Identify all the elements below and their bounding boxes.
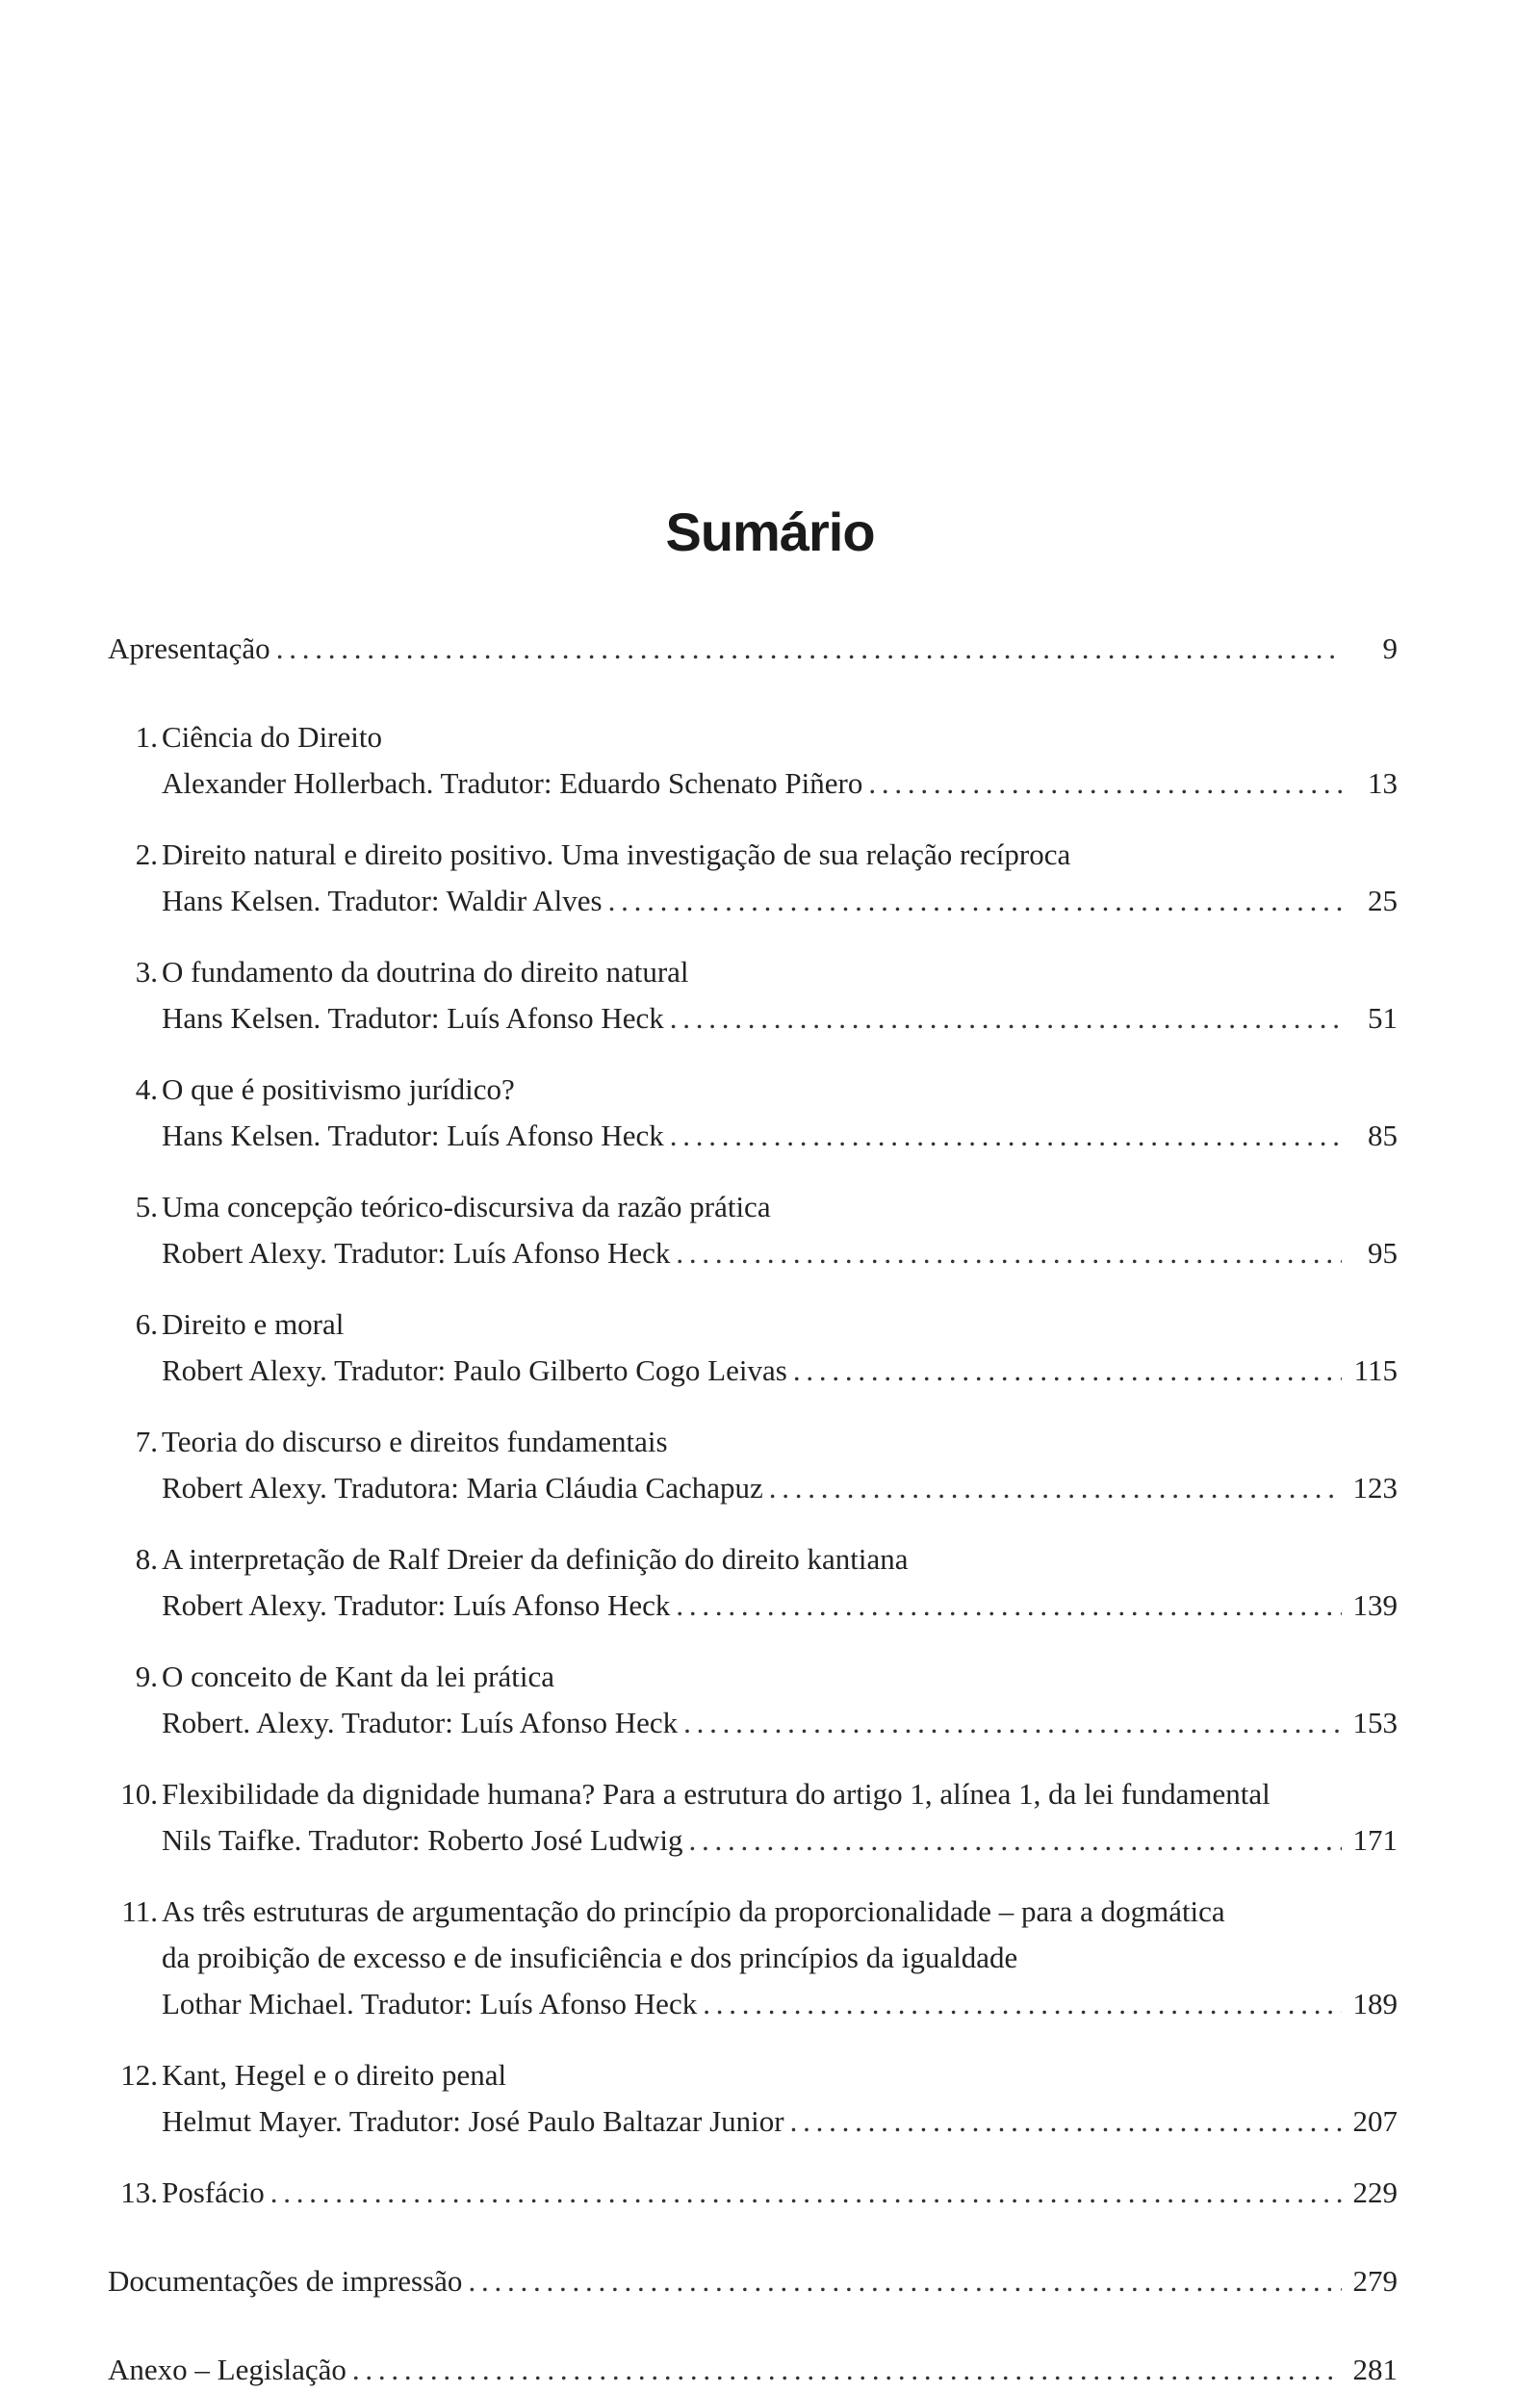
toc-entry-author: Robert Alexy. Tradutor: Luís Afonso Heck <box>162 1588 671 1622</box>
toc-back-label: Anexo – Legislação <box>108 2353 346 2386</box>
toc-entry <box>108 1184 1398 1276</box>
toc-front-entry <box>108 626 1398 672</box>
toc-back-entry-anexo <box>108 2347 1398 2393</box>
dot-leader <box>676 1230 1342 1276</box>
toc-entry <box>108 1067 1398 1159</box>
toc-entry-number: 1. <box>135 720 158 754</box>
toc-entry-author: Alexander Hollerbach. Tradutor: Eduardo Schenato Piñero <box>162 766 863 800</box>
toc-entry-title: Uma concepção teórico-discursiva da razão prática <box>162 1190 771 1223</box>
toc-entry-page: 189 <box>1352 1987 1398 2020</box>
toc-entry-title: O conceito de Kant da lei prática <box>162 1660 554 1693</box>
dot-leader <box>790 2098 1342 2145</box>
toc-entry <box>108 1419 1398 1511</box>
page-title: Sumário <box>665 502 875 562</box>
toc-entry-title: O que é positivismo jurídico? <box>162 1072 515 1106</box>
dot-leader <box>703 1981 1342 2027</box>
toc-entry <box>108 1771 1398 1864</box>
toc-entry-title: O fundamento da doutrina do direito natural <box>162 955 689 989</box>
dot-leader <box>352 2347 1342 2393</box>
toc-entry-page: 171 <box>1352 1823 1398 1857</box>
toc-back-label: Documentações de impressão <box>108 2264 463 2298</box>
toc-entry-number: 13. <box>120 2175 158 2209</box>
toc-entry-number: 12. <box>120 2058 158 2092</box>
toc-entry-number: 8. <box>135 1542 158 1576</box>
toc-entry-page: 13 <box>1368 766 1398 800</box>
toc-entry-page: 123 <box>1352 1471 1398 1505</box>
dot-leader <box>688 1817 1342 1864</box>
toc-entry <box>108 1654 1398 1746</box>
toc-entry-page: 51 <box>1368 1001 1398 1035</box>
toc-entry-author: Robert Alexy. Tradutora: Maria Cláudia Cachapuz <box>162 1471 763 1505</box>
toc-entry-author: Hans Kelsen. Tradutor: Waldir Alves <box>162 884 603 917</box>
toc-entry-number: 4. <box>135 1072 158 1106</box>
dot-leader <box>670 1113 1342 1159</box>
dot-leader <box>683 1700 1342 1746</box>
toc-entry-author: Lothar Michael. Tradutor: Luís Afonso Heck <box>162 1987 698 2020</box>
toc-entry-page: 115 <box>1353 1353 1398 1387</box>
dot-leader <box>468 2258 1342 2304</box>
dot-leader <box>276 626 1342 672</box>
toc-entry-number: 3. <box>135 955 158 989</box>
toc-entry-title: A interpretação de Ralf Dreier da definição do direito kantiana <box>162 1542 909 1576</box>
toc-posfacio-entry <box>108 2170 1398 2216</box>
toc-entry-title: Flexibilidade da dignidade humana? Para a estrutura do artigo 1, alínea 1, da lei fundamental <box>162 1777 1270 1811</box>
toc-entry-page: 229 <box>1352 2175 1398 2209</box>
toc-entry-title: As três estruturas de argumentação do princípio da proporcionalidade – para a dogmática <box>162 1894 1225 1928</box>
toc-entry-page: 139 <box>1352 1588 1398 1622</box>
dot-leader <box>270 2170 1342 2216</box>
toc-entry <box>108 832 1398 924</box>
dot-leader <box>868 760 1342 807</box>
toc-entry-author: Hans Kelsen. Tradutor: Luís Afonso Heck <box>162 1001 664 1035</box>
toc-entry-title: Direito natural e direito positivo. Uma investigação de sua relação recíproca <box>162 837 1071 871</box>
toc-entry-number: 10. <box>120 1777 158 1811</box>
toc-entry <box>108 1536 1398 1629</box>
toc-back-page: 279 <box>1352 2264 1398 2298</box>
toc-entry-number: 11. <box>121 1894 158 1928</box>
toc-entry-author: Robert Alexy. Tradutor: Luís Afonso Heck <box>162 1236 671 1270</box>
toc-entry-number: 5. <box>135 1190 158 1223</box>
toc-entry-title: Posfácio <box>162 2175 265 2209</box>
toc-entry-title: Kant, Hegel e o direito penal <box>162 2058 507 2092</box>
toc-entry-number: 9. <box>135 1660 158 1693</box>
toc-entry-title: da proibição de excesso e de insuficiência e dos princípios da igualdade <box>162 1941 1018 1974</box>
toc-entry-author: Nils Taifke. Tradutor: Roberto José Ludwig <box>162 1823 683 1857</box>
toc-entry-author: Robert Alexy. Tradutor: Paulo Gilberto Cogo Leivas <box>162 1353 787 1387</box>
dot-leader <box>608 878 1342 924</box>
toc-back-page: 281 <box>1352 2353 1398 2386</box>
toc-entry-page: 95 <box>1368 1236 1398 1270</box>
table-of-contents <box>108 626 1398 2393</box>
toc-entry-page: 25 <box>1368 884 1398 917</box>
toc-entry-number: 6. <box>135 1307 158 1341</box>
toc-entries <box>108 714 1398 2170</box>
dot-leader <box>676 1582 1342 1629</box>
dot-leader <box>670 995 1342 1042</box>
toc-entry-author: Hans Kelsen. Tradutor: Luís Afonso Heck <box>162 1119 664 1152</box>
toc-entry-page: 207 <box>1352 2104 1398 2138</box>
toc-front-label: Apresentação <box>108 631 270 665</box>
toc-entry <box>108 949 1398 1042</box>
toc-entry <box>108 2052 1398 2145</box>
toc-entry-author: Helmut Mayer. Tradutor: José Paulo Baltazar Junior <box>162 2104 784 2138</box>
toc-entry <box>108 1889 1398 2027</box>
toc-entry-number: 2. <box>135 837 158 871</box>
toc-entry-author: Robert. Alexy. Tradutor: Luís Afonso Heck <box>162 1706 679 1739</box>
toc-entry-number: 7. <box>135 1425 158 1458</box>
toc-entry-title: Ciência do Direito <box>162 720 382 754</box>
toc-entry <box>108 714 1398 807</box>
dot-leader <box>769 1465 1342 1511</box>
dot-leader <box>793 1348 1342 1394</box>
toc-entry-page: 153 <box>1352 1706 1398 1739</box>
toc-front-page: 9 <box>1382 631 1398 665</box>
toc-entry-title: Direito e moral <box>162 1307 345 1341</box>
toc-entry-page: 85 <box>1368 1119 1398 1152</box>
toc-entry <box>108 1301 1398 1394</box>
toc-entry-title: Teoria do discurso e direitos fundamentais <box>162 1425 668 1458</box>
toc-back-entry-documentacoes <box>108 2258 1398 2304</box>
